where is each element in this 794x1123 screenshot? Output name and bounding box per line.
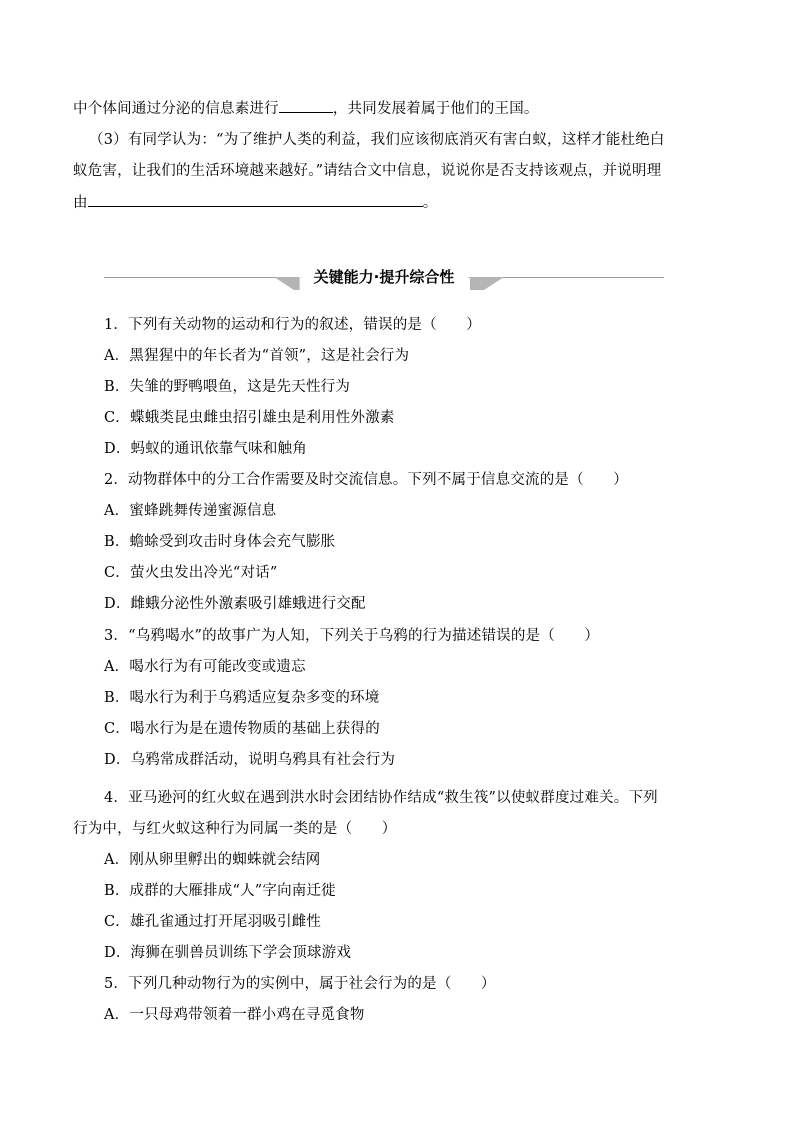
intro-text: ，共同发展着属于他们的王国。 — [332, 101, 539, 117]
section-title: 关键能力·提升综合性 — [300, 262, 469, 292]
option-5a[interactable]: A．一只母鸡带领着一群小鸡在寻觅食物 — [104, 1007, 365, 1023]
question-4-stem-line-1: 4．亚马逊河的红火蚁在遇到洪水时会团结协作结成“救生筏”以使蚁群度过难关。下列 — [104, 790, 658, 806]
answer-blank[interactable] — [279, 98, 333, 113]
option-3b[interactable]: B．喝水行为利于乌鸦适应复杂多变的环境 — [104, 690, 380, 706]
option-4c[interactable]: C．雄孔雀通过打开尾羽吸引雌性 — [104, 914, 322, 930]
option-1a[interactable]: A．黑猩猩中的年长者为“首领”，这是社会行为 — [104, 348, 410, 364]
option-4d[interactable]: D．海狮在驯兽员训练下学会顶球游戏 — [104, 945, 352, 961]
intro-text: 中个体间通过分泌的信息素进行 — [73, 101, 279, 117]
question-5-stem: 5．下列几种动物行为的实例中，属于社会行为的是（ ） — [104, 976, 496, 992]
option-1c[interactable]: C．蝶蛾类昆虫雌虫招引雄虫是利用性外激素 — [104, 410, 395, 426]
section-header — [104, 262, 664, 296]
intro-line-1 — [73, 98, 539, 119]
option-3c[interactable]: C．喝水行为是在遗传物质的基础上获得的 — [104, 721, 380, 737]
q3-line-2: 蚁危害，让我们的生活环境越来越好。”请结合文中信息，说说你是否支持该观点，并说明理 — [73, 163, 662, 179]
question-3-stem: 3．“乌鸦喝水”的故事广为人知，下列关于乌鸦的行为描述错误的是（ ） — [104, 628, 600, 644]
q3-line-1: （3）有同学认为：“为了维护人类的利益，我们应该彻底消灭有害白蚁，这样才能杜绝白 — [89, 132, 665, 148]
option-3a[interactable]: A．喝水行为有可能改变或遗忘 — [104, 659, 306, 675]
q3-text: 。 — [422, 195, 438, 211]
option-3d[interactable]: D．乌鸦常成群活动，说明乌鸦具有社会行为 — [104, 752, 396, 768]
question-4-stem-line-2: 行为中，与红火蚁这种行为同属一类的是（ ） — [73, 821, 397, 837]
answer-blank[interactable] — [88, 192, 423, 207]
q3-line-3 — [73, 192, 437, 213]
option-4b[interactable]: B．成群的大雁排成“人”字向南迁徙 — [104, 883, 336, 899]
option-2d[interactable]: D．雌蛾分泌性外激素吸引雄蛾进行交配 — [104, 596, 366, 612]
option-2b[interactable]: B．蟾蜍受到攻击时身体会充气膨胀 — [104, 534, 336, 550]
option-1b[interactable]: B．失雏的野鸭喂鱼，这是先天性行为 — [104, 379, 351, 395]
option-2a[interactable]: A．蜜蜂跳舞传递蜜源信息 — [104, 503, 277, 519]
option-1d[interactable]: D．蚂蚁的通讯依靠气味和触角 — [104, 441, 307, 457]
option-4a[interactable]: A．刚从卵里孵出的蜘蛛就会结网 — [104, 852, 321, 868]
question-1-stem: 1．下列有关动物的运动和行为的叙述，错误的是（ ） — [104, 317, 481, 333]
question-2-stem: 2．动物群体中的分工合作需要及时交流信息。下列不属于信息交流的是（ ） — [104, 472, 628, 488]
option-2c[interactable]: C．萤火虫发出冷光“对话” — [104, 565, 278, 581]
header-right-ornament-icon — [470, 270, 504, 290]
q3-text: 由 — [73, 195, 88, 211]
